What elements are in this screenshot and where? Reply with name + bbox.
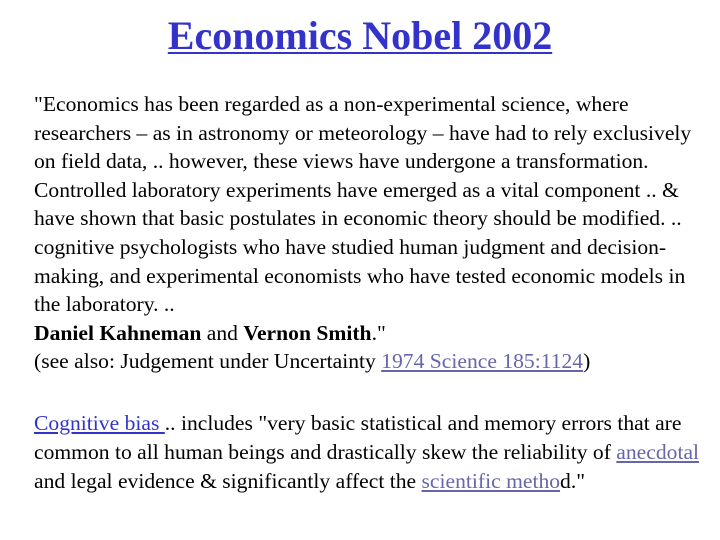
laureate-smith: Vernon Smith — [243, 320, 372, 345]
nobel-quote — [34, 90, 714, 376]
bias-text — [34, 409, 714, 496]
scientific-method-link[interactable]: scientific metho — [421, 469, 561, 493]
science-citation-link[interactable]: 1974 Science 185:1124 — [381, 349, 584, 374]
see-also-prefix: (see also: Judgement under Uncertainty — [34, 349, 382, 374]
quote-closing: ." — [371, 320, 386, 345]
cognitive-bias-paragraph — [34, 409, 714, 496]
cognitive-bias-link[interactable]: Cognitive bias — [34, 411, 165, 435]
see-also-suffix: ) — [583, 349, 591, 374]
bias-text-1: .. includes "very basic statistical and memory errors that are common to all human beings and drastically skew the reliability of — [34, 411, 682, 464]
bias-text-3: d." — [560, 469, 586, 493]
laureate-kahneman: Daniel Kahneman — [34, 320, 202, 345]
quote-text: "Economics has been regarded as a non-experimental science, where researchers – as in astronomy or meteorology – have had to rely exclusively on field data, .. however, these views have undergone a transformation. Controlled laboratory experiments have emerged as a vital component .. & have shown that basic postulates in economic theory should be modified. .. cognitive psychologists who have studied human judgment and decision-making, and experimental economists who have tested economic models in the laboratory. .. — [34, 92, 692, 317]
page-title: Economics Nobel 2002 — [167, 13, 553, 58]
quote-paragraph — [34, 90, 714, 376]
bias-text-2: and legal evidence & significantly affect the — [34, 469, 422, 493]
quote-and: and — [201, 320, 244, 345]
anecdotal-link[interactable]: anecdotal — [616, 440, 700, 464]
